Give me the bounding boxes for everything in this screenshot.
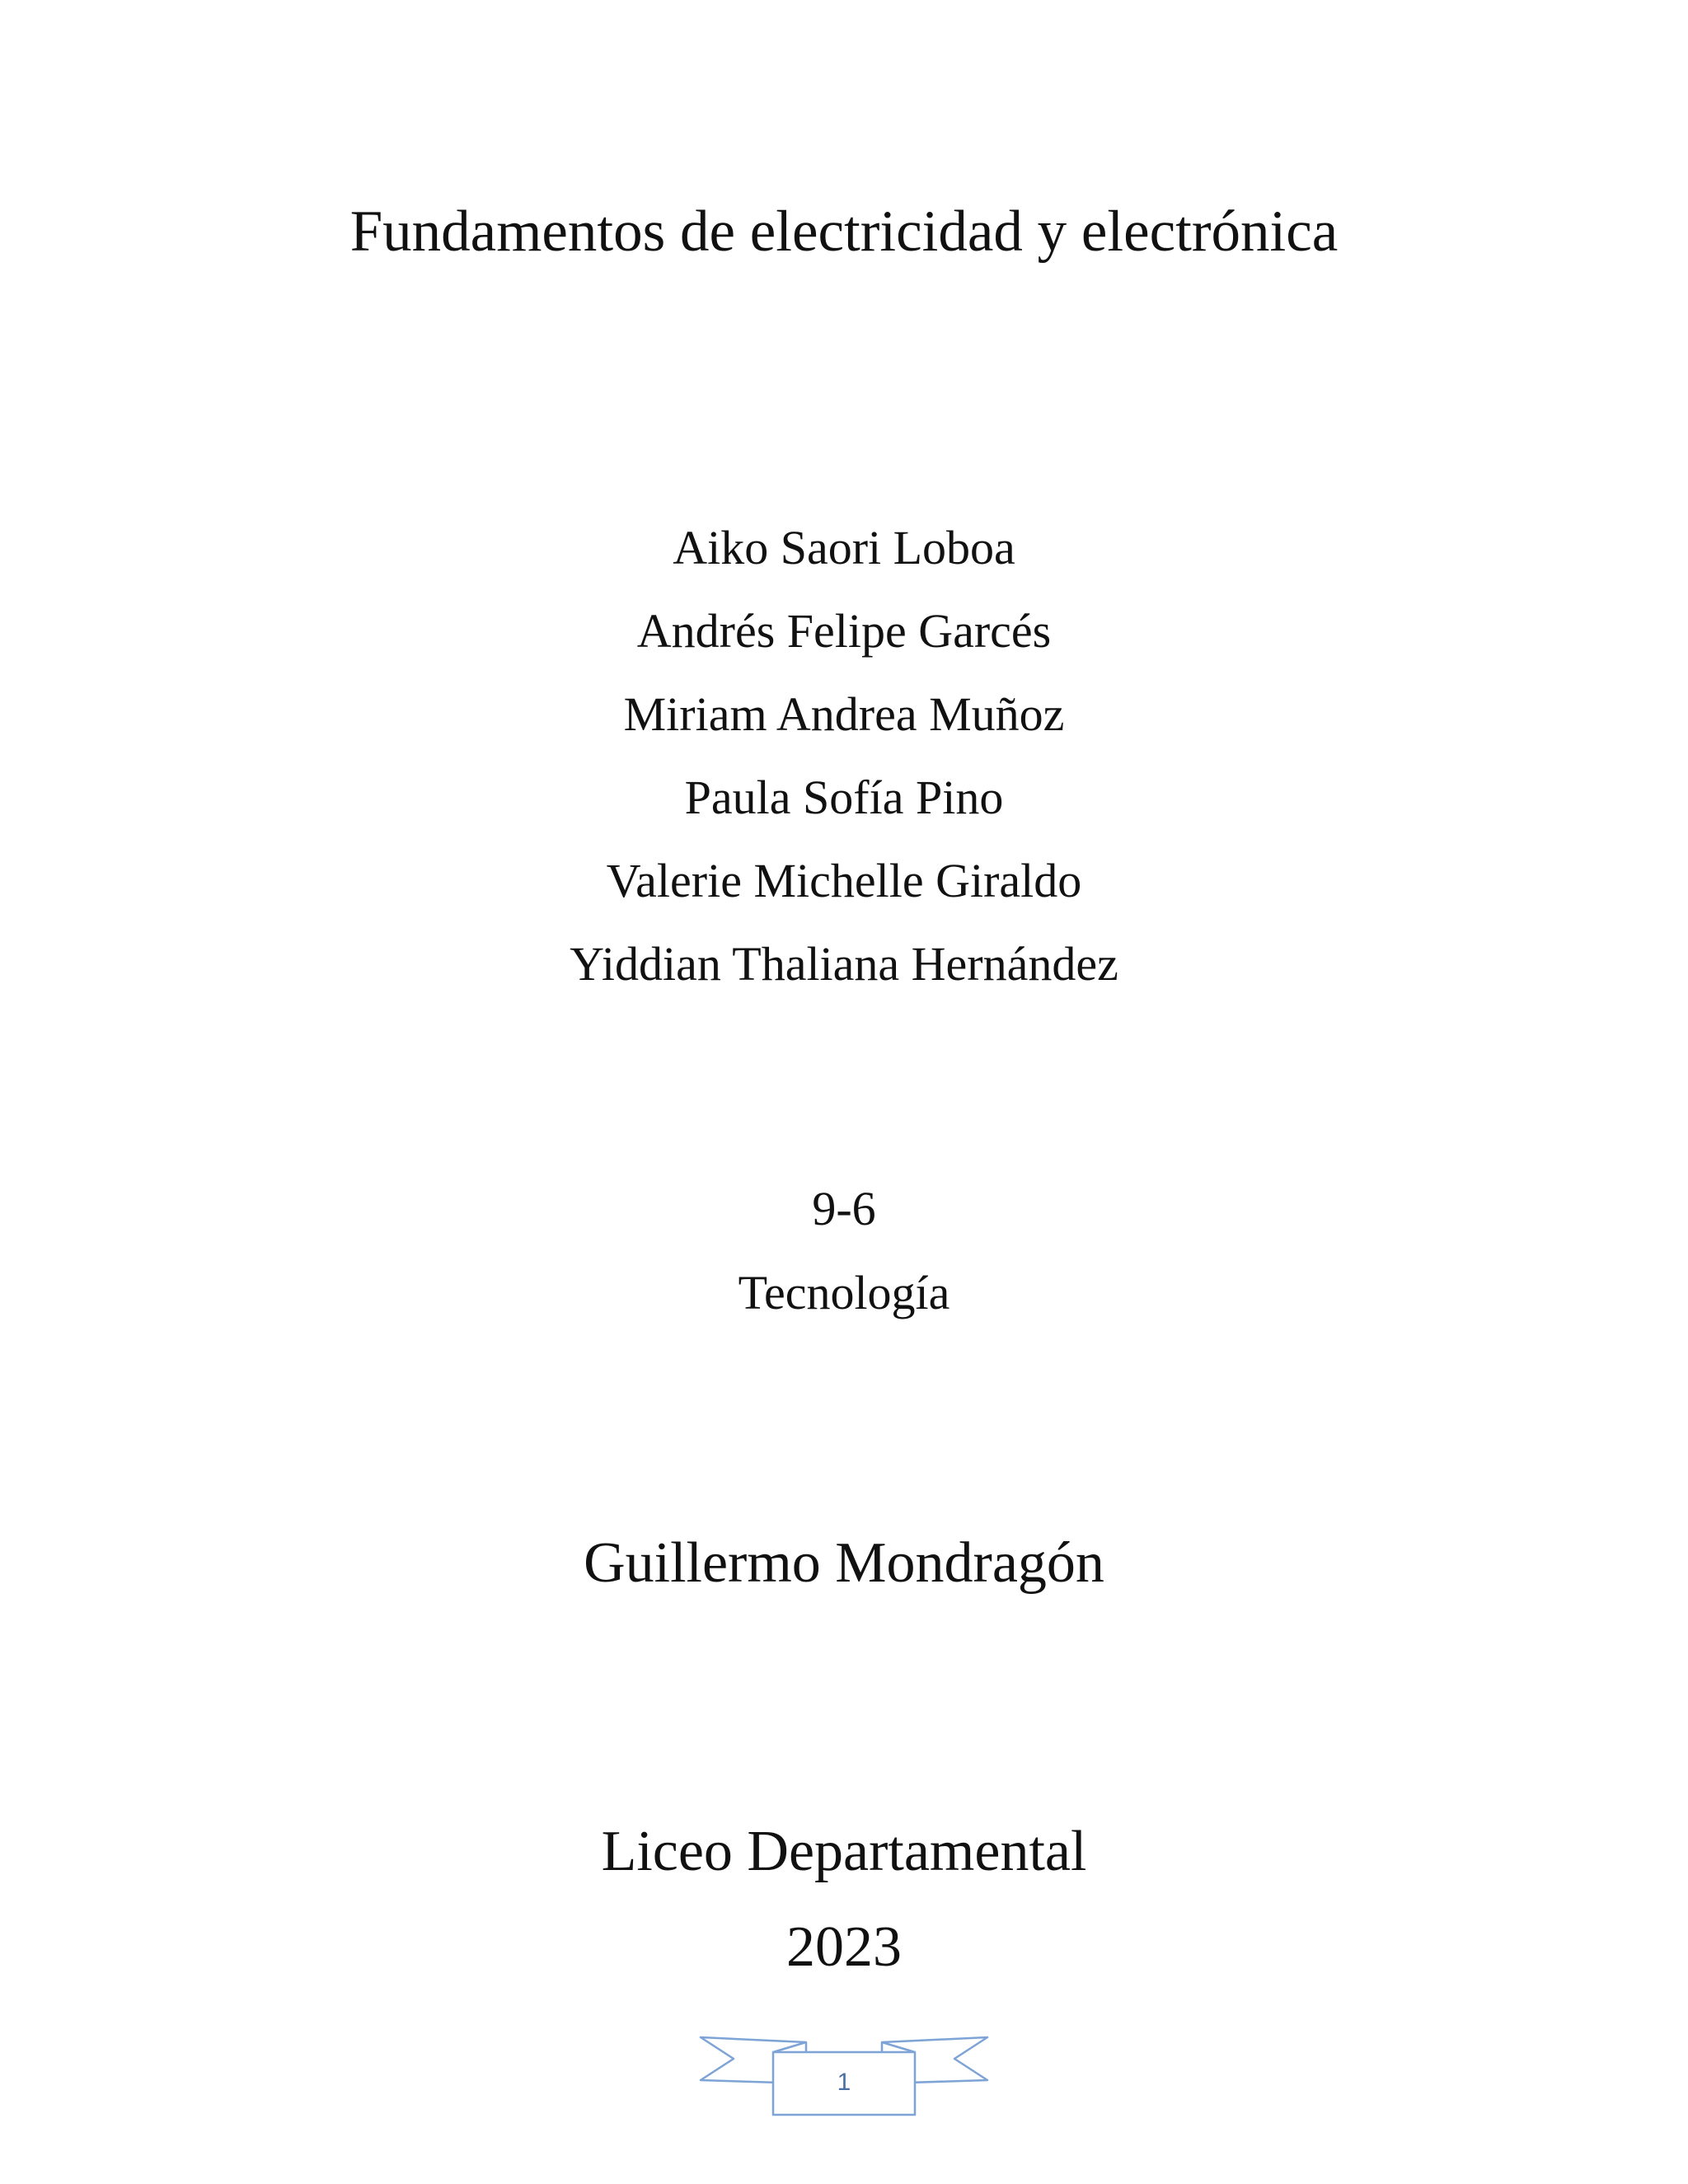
subject-label: Tecnología [738, 1266, 950, 1319]
school-name: Liceo Departamental [601, 1820, 1087, 1883]
author-name: Valerie Michelle Giraldo [606, 854, 1082, 907]
year-label: 2023 [786, 1915, 902, 1979]
group-label: 9-6 [812, 1182, 876, 1235]
author-name: Yiddian Thaliana Hernández [570, 937, 1118, 991]
page-number: 1 [837, 2069, 851, 2096]
author-name: Andrés Felipe Garcés [636, 604, 1052, 658]
author-name: Paula Sofía Pino [684, 771, 1004, 824]
author-name: Aiko Saori Loboa [673, 521, 1015, 574]
document-title: Fundamentos de electricidad y electrónica [349, 199, 1339, 264]
teacher-name: Guillermo Mondragón [584, 1531, 1104, 1595]
author-name: Miriam Andrea Muñoz [623, 687, 1065, 741]
